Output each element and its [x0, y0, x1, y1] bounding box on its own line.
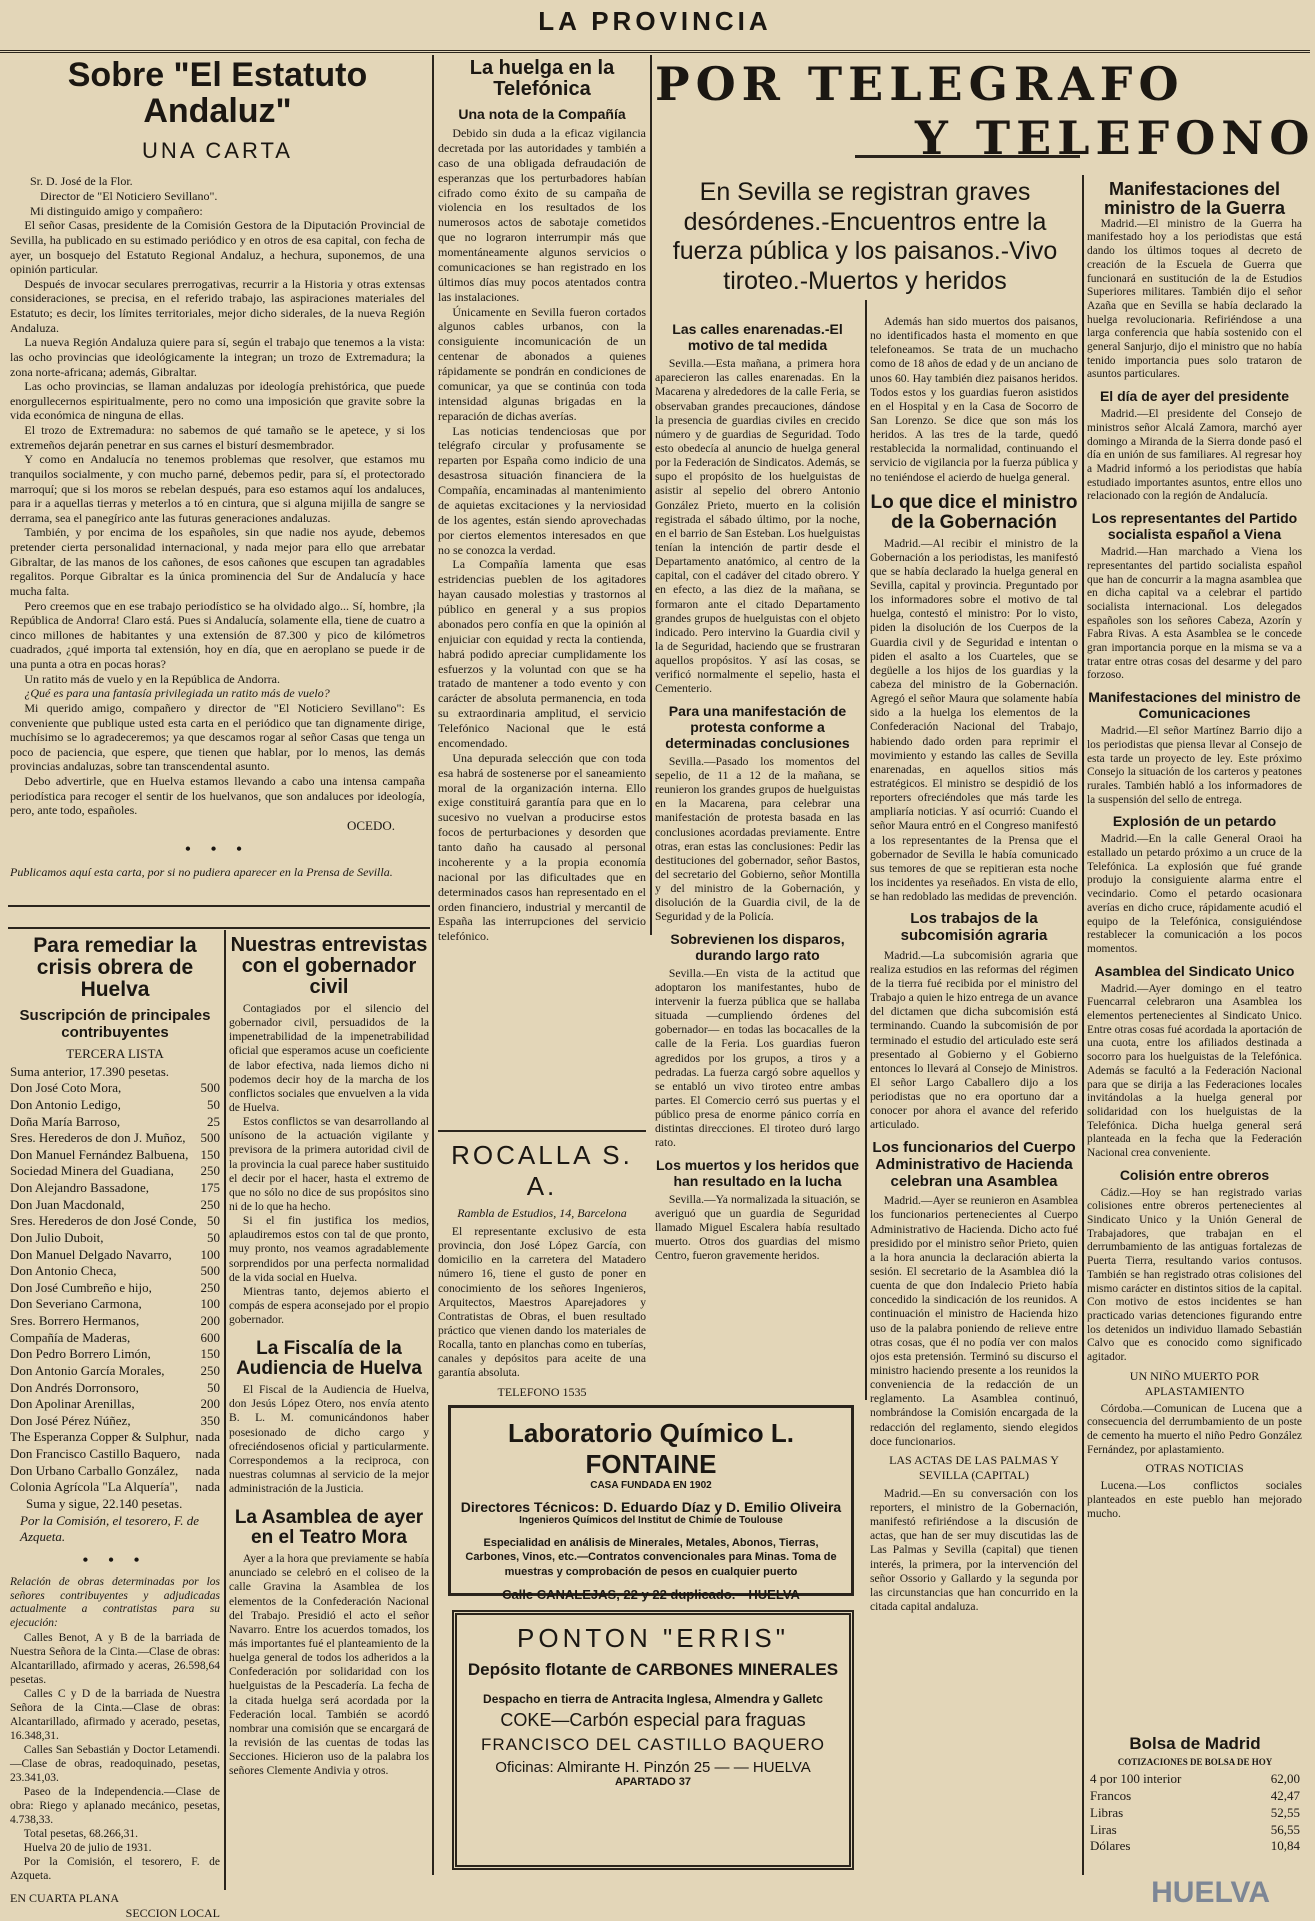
telegraph-banner: [655, 55, 1315, 175]
contributor-amount: nada: [195, 1429, 220, 1445]
bolsa-item: Liras: [1090, 1821, 1117, 1837]
fiscalia-headline: La Fiscalía de la Audiencia de Huelva: [236, 1338, 422, 1380]
bolsa-row: [1090, 1771, 1300, 1788]
paragraph: Sevilla.—Pasado los momentos del sepelio, de 11 a 12 de la mañana, se reunieron los grandes grupos de huelguistas en la Macarena, para celebrar una manifestación de protesta basada en las conclusiones acordadas previamente. Entre otras, eran estas las conclusiones: Pedir las destituciones del gobernador, señor Bastos, del secretario del Gobierno, señor Montilla y del ministro de la Gobernación, y disolución de la Guardia civil, de la de Seguridad y de la Policía.: [655, 754, 860, 924]
ad-text: El representante exclusivo de esta provincia, don José López García, con domicilio en la carretera del Matadero número 16, tiene el gusto de poner en conocimiento de los señores Ingenieros, Arquitectos, Maestros Aparejadores y Contratistas de Obras, el buen resultado práctico que vienen dando los materiales de Rocalla, tanto en planchas como en tuberías, canales y depósitos para aceite de una garantía absoluta.: [438, 1225, 646, 1380]
contributor-name: Don Apolinar Arenillas,: [10, 1396, 135, 1412]
signer: Por la Comisión, el tesorero, F. de Azqueta.: [20, 1512, 199, 1545]
bolsa-row: [1090, 1805, 1300, 1822]
contributor-name: Don José Cumbreño e hijo,: [10, 1279, 152, 1295]
contributor-row: [10, 1080, 220, 1097]
relacion-item: Por la Comisión, el tesorero, F. de Azqueta.: [10, 1856, 220, 1883]
contributor-name: Colonia Agrícola "La Alquería",: [10, 1479, 179, 1495]
contributor-row: [10, 1147, 220, 1164]
paragraph: ¿Qué es para una fantasía privilegiada un ratito más de vuelo?: [24, 686, 330, 701]
article-huelga-telefonica: [438, 57, 646, 944]
paragraph: Madrid.—El ministro de la Guerra ha manifestado hoy a los periodistas que está dando los últimos toques al decreto de creación de la Escuela de Guerra que funcionará en sustitución de la de Estudios Superiores militares. También dijo el señor Azaña que en Sevilla se había declarado la huelga revolucionaria. Refiriéndose a una larga conferencia que había sostenido con el general Sanjurjo, dijo el ministro que no había tenido importancia pues solo trataron de asuntos particulares.: [1087, 217, 1302, 381]
contributor-row: [10, 1463, 220, 1480]
contributor-row: [10, 1396, 220, 1413]
bolsa-value: 42,47: [1270, 1787, 1300, 1803]
contributor-name: Compañía de Maderas,: [10, 1329, 131, 1345]
paragraph: Después de invocar seculares prerrogativas, recurrir a la Historia y otras extensas consideraciones, se precisa, en el referido trabajo, las aspiraciones materiales del Estatuto; es decir, los límites territoriales, mejor dicho siderales, de la nueva Región Andaluza.: [10, 276, 425, 335]
paragraph: Pero creemos que en ese trabajo periodístico se ha olvidado algo... Sí, hombre, ¡la República de Andorra! Claro está. Pues si Andalucía, solamente ella, tiene de cuatro a cinco millones de habitantes y una extensión de 87.300 y pico de kilómetros cuadrados, ¿qué importa tal extensión, hoy en día, que en aeroplano se puede ir de una punta a otra en pocas horas?: [10, 598, 425, 672]
contributor-name: Don José Coto Mora,: [10, 1080, 122, 1096]
ad-line: Despacho en tierra de Antracita Inglesa, Almendra y Galletc: [483, 1692, 823, 1706]
contributor-amount: nada: [195, 1446, 220, 1462]
headline: Nuestras entrevistas con el gobernador civil: [230, 934, 428, 998]
contributor-amount: nada: [195, 1479, 220, 1495]
ad-directors: Directores Técnicos: D. Eduardo Díaz y D. Emilio Oliveira: [460, 1499, 842, 1515]
headline: UN NIÑO MUERTO POR APLASTAMIENTO: [1129, 1368, 1260, 1398]
column-rule: [432, 55, 434, 1875]
contributor-row: [10, 1263, 220, 1280]
paragraph: Debido sin duda a la eficaz vigilancia decretada por las autoridades y también a caso de una obligada defraudación de esperanzas que los perturbadores habían cifrado como éxito de su campaña de violencia en los resultados de los numerosos actos de sabotaje cometidos que no lograron interrumpir más que momentáneamente algunos servicios o comunicaciones se han registrado en los últimos días muy pocos atentados contra las instalaciones.: [438, 126, 646, 304]
ad-address: Calle CANALEJAS, 22 y 22 duplicado.—HUELVA: [502, 1586, 800, 1602]
contributor-amount: 250: [200, 1163, 220, 1179]
paragraph: La Compañía lamenta que esas estridencias pueblen de los agitadores hayan causado molestias y trastornos al público en general y a sus propios abonados pero confía en que la opinión al enjuiciar con equidad y recta la contienda, habrá podido apreciar cumplidamente los esfuerzos y la voluntad con que se ha tratado de mantener a todo evento y con carácter de absoluta permanencia, en toda su extraordinaria amplitud, el servicio Telefónico Nacional que le está encomendado.: [438, 557, 646, 750]
paragraph: Una depurada selección que con toda esa habrá de sostenerse por el saneamiento moral de la organización interna. Ello exige constituirá garantía para que en lo sucesivo no vuelvan a producirse estos focos de perturbaciones y desorden que tanto daño ha causado al personal incoherente y a la propia economía nacional por las dificultades que en determinados casos han representado en el orden financiero, industrial y mercantil de España las interrupciones del servicio telefónico.: [438, 750, 646, 944]
headline: La huelga en la Telefónica: [469, 57, 615, 100]
ad-ponton: [452, 1610, 854, 1870]
contributor-amount: nada: [195, 1462, 220, 1478]
paragraph: El señor Casas, presidente de la Comisión Gestora de la Diputación Provincial de Sevilla, ha publicado en su estimado periódico y en otros de esa capital, con fecha de ayer, un bosquejo del Estatuto Regional Andaluz, a hechura, suponemos, de una opinión particular.: [10, 218, 425, 277]
headline: Asamblea del Sindicato Unico: [1094, 962, 1295, 979]
relacion-item: Calles San Sebastián y Doctor Letamendi.—Clase de obras, readoquinado, pesetas, 23.341,03.: [10, 1744, 220, 1785]
bolsa-value: 10,84: [1270, 1838, 1300, 1854]
paragraph: Madrid.—Ayer domingo en el teatro Fuencarral celebraron una Asamblea los elementos pertenecientes al Sindicato Unico. Entre otras cosas fué acordada la aportación de una cuota, entre los afiliados destinada a socorro para los huelguistas de la Telefónica. Además se facultó a la Federación Nacional para que se dirija a las Federaciones locales invitándolas a la huelga general por solidaridad con los huelguistas de la Telefónica. Dicha huelga general será planteada en la fecha que la Federación Nacional crea conveniente.: [1087, 982, 1302, 1159]
section-rule: [8, 905, 430, 907]
contributor-name: Don José Pérez Núñez,: [10, 1412, 131, 1428]
contributor-row: [10, 1429, 220, 1446]
paragraph: También, y por encima de los españoles, sin que nadie nos ayude, debemos pretender cierta personalidad internacional, y nada mejor para ello que arrebatar Gibraltar, de las manos de los cañones, de esos cañones que escupen tan agradables regalitos. Porque Gibraltar es la única prominencia del Sur de Andalucía y hace mucha falta.: [10, 525, 425, 598]
ad-name: PONTON "ERRIS": [517, 1623, 789, 1653]
banner-rule: [855, 155, 1080, 158]
ad-founded: CASA FUNDADA EN 1902: [590, 1480, 712, 1491]
paragraph: Un ratito más de vuelo y en la República de Andorra.: [24, 671, 280, 686]
paragraph: Madrid.—Han marchado a Viena los representantes del partido socialista español que han de concurrir a la magna asamblea que en dicha capital va a celebrar el partido socialista internacional. Los delegados españoles son los señores Cabeza, Azorín y Fabra Rivas. A esta Asamblea se le concede gran importancia porque en la misma se va a tratar entre otras cosas del desarme y del paro forzoso.: [1087, 546, 1302, 682]
paragraph: Madrid.—La subcomisión agraria que realiza estudios en las reformas del régimen de la tierra fué recibida por el ministro del Trabajo a quien le hizo entrega de un avance del dictamen que dicha subcomisión está terminando. Cuando la subcomisión de por terminado el estudio del articulado este será presentado al Gobierno y el Gobierno entonces lo llevará al Consejo de Ministros. El señor Largo Caballero dijo a los periodistas que no era oportuno dar a conocer por ahora el avance del referido articulado.: [870, 948, 1078, 1132]
contributor-row: [10, 1230, 220, 1247]
contributor-row: [10, 1280, 220, 1297]
headline: El día de ayer del presidente: [1099, 388, 1290, 405]
ad-address: Rambla de Estudios, 14, Barcelona: [457, 1206, 627, 1220]
contributor-amount: 500: [200, 1130, 220, 1146]
headline: Explosión de un petardo: [1112, 813, 1277, 830]
contributor-amount: 250: [200, 1362, 220, 1378]
contributor-name: Don Manuel Fernández Balbuena,: [10, 1146, 189, 1162]
headline: Los trabajos de la subcomisión agraria: [900, 910, 1048, 945]
bolsa-row: [1090, 1788, 1300, 1805]
bolsa-row: [1090, 1838, 1300, 1855]
contributor-row: [10, 1363, 220, 1380]
contributor-amount: 500: [200, 1080, 220, 1096]
article-sevilla: [655, 315, 860, 1395]
contributor-name: Don Antonio García Morales,: [10, 1362, 165, 1378]
contributor-amount: 200: [200, 1396, 220, 1412]
bolsa-value: 52,55: [1270, 1804, 1300, 1820]
ad-phone: TELEFONO 1535: [497, 1384, 587, 1399]
ad-line: COKE—Carbón especial para fraguas: [500, 1710, 806, 1730]
contributor-row: [10, 1330, 220, 1347]
headline: Lo que dice el ministro de la Gobernación: [870, 491, 1078, 533]
paragraph: El Fiscal de la Audiencia de Huelva, don Jesús López Otero, nos envía atento B. L. M. comunicándonos haber posesionado de dicho cargo y ofreciéndosenos oficial y particularmente. Correspondemos a la reciproca, con nuestras columnas al servicio de la mejor administración de la Justicia.: [229, 1383, 429, 1496]
paragraph: Debo advertirle, que en Huelva estamos llevando a cabo una intensa campaña periodística para recoger el sentir de los huelvanos, que son andaluces por ideología, pero, ante todo, españoles.: [10, 774, 425, 818]
paragraph: Las ocho provincias, se llaman andaluzas por ideología prehistórica, que puede enorgullecernos espiritualmente, pero no como una imposición que gravite sobre la vida económica de ninguna de ellas.: [10, 379, 425, 423]
ad-subtitle: Depósito flotante de CARBONES MINERALES: [467, 1660, 839, 1679]
contributor-name: Don Urbano Carballo González,: [10, 1462, 179, 1478]
bolsa-row: [1090, 1822, 1300, 1839]
bolsa-rows: [1090, 1771, 1300, 1855]
ad-rocalla: [438, 1130, 646, 1399]
contributor-name: Don Manuel Delgado Navarro,: [10, 1246, 172, 1262]
contributor-name: Don Antonio Ledigo,: [10, 1096, 121, 1112]
contributor-row: [10, 1247, 220, 1264]
contributor-name: Don Julio Duboit,: [10, 1229, 104, 1245]
contributor-row: [10, 1213, 220, 1230]
contributor-amount: 250: [200, 1279, 220, 1295]
paragraph: Además han sido muertos dos paisanos, no identificados hasta el momento en que telefoneamos. Se trata de un muchacho como de 18 años de edad y de un anciano de unos 60. Hay también diez paisanos heridos. Todos estos y los guardias fueron asistidos en el Hospital y en la Casa de Socorro de San Lorenzo. Se dice que son más los heridos. A las tres de la tarde, quedó restablecida la normalidad, continuando el servicio de vigilancia por la fuerza pública y no teniéndose el acierdo de huelga general.: [870, 315, 1078, 484]
contributor-amount: 500: [200, 1263, 220, 1279]
bolsa-item: 4 por 100 interior: [1090, 1770, 1182, 1786]
subheadline: Las calles enarenadas.-El motivo de tal medida: [672, 321, 843, 354]
bolsa-item: Francos: [1090, 1787, 1132, 1803]
salutation: Director de "El Noticiero Sevillano".: [40, 189, 218, 204]
main-headline: [655, 178, 1075, 298]
contributor-row: [10, 1296, 220, 1313]
subheadline: Los muertos y los heridos que han resultado en la lucha: [655, 1156, 860, 1189]
contributor-row: [10, 1114, 220, 1131]
banner-line-1: POR TELEGRAFO: [655, 57, 1185, 111]
bolsa-subtitle: COTIZACIONES DE BOLSA DE HOY: [1117, 1756, 1273, 1767]
bolsa-value: 56,55: [1270, 1821, 1300, 1837]
contributor-amount: 200: [200, 1313, 220, 1329]
contributor-row: [10, 1180, 220, 1197]
contributor-amount: 50: [207, 1096, 220, 1112]
contributor-amount: 150: [200, 1146, 220, 1162]
contributor-name: Don Antonio Checa,: [10, 1263, 117, 1279]
bolsa-item: Libras: [1090, 1804, 1124, 1820]
total: Suma y sigue, 22.140 pesetas.: [26, 1495, 183, 1511]
ad-subtitle: Ingenieros Químicos del Institut de Chimie de Toulouse: [519, 1515, 783, 1526]
ad-name: ROCALLA S. A.: [451, 1140, 633, 1201]
separator: • • •: [185, 840, 250, 858]
masthead: [0, 0, 1310, 53]
subheadline: UNA CARTA: [142, 138, 293, 164]
contributor-name: Sres. Herederos de don José Conde,: [10, 1213, 197, 1229]
signature: OCEDO.: [346, 817, 395, 833]
bolsa-value: 62,00: [1270, 1770, 1300, 1786]
paragraph: Madrid.—El señor Martínez Barrio dijo a los periodistas que piensa llevar al Consejo de esta tarde un proyecto de ley. Este próximo Consejo la situación de los carteros y peatones rurales. También habló a los informadores de la suspensión del sello de entrega.: [1087, 725, 1302, 806]
ad-line: APARTADO 37: [615, 1776, 691, 1788]
article-gobernacion: [870, 315, 1078, 1613]
paragraph: Y como en Andalucía no tenemos problemas que resolver, que estamos mu tranquilos socialmente, y con mucho parné, debemos pedir, para sí, el protectorado marroquí; que si los moros se rebelan después, para eso estamos aquí los andaluces, para ir a aquellas tierras y meterlos a tó en cintura, que si alguna mijilla de sangre se derrama, sea el panegírico ante las futuras generaciones andaluzas.: [10, 452, 425, 525]
paragraph: Madrid.—Al recibir el ministro de la Gobernación a los periodistas, les manifestó que se había declarado la huelga general en Sevilla, capital y provincia. Preguntado por los informadores sobre el motivo de tal huelga, contestó el ministro: Por lo visto, piden la disolución de los Cuerpos de la Guardia civil y de Seguridad e intentan o piden el asalto a los Cuarteles, que se degüelle a los hijos de los guardias y la cabeza del ministro de la Gobernación. Agregó el señor Maura que solamente había sido a la huelga los elementos de la Confederación Nacional del Trabajo, habiendo dado orden para reprimir el movimiento y estando las calles de Sevilla enarenadas, en aquellos sitios más estratégicos. El ministro se despidió de los reporters ofreciéndoles que más tarde les ampliaría noticias. Y así ocurrió: Cuando el señor Maura entró en el Congreso manifestó a los representantes de la Prensa que el gobernador de Sevilla le había comunicado sus temores de que se repitieran esta noche los incidentes ya reseñados. En vista de ello, se han redoblado las medidas de prevención.: [870, 536, 1078, 904]
column-madrid-news: [1087, 180, 1302, 1600]
paragraph: Contagiados por el silencio del gobernador civil, persuadidos de la impenetrabilidad de la impenetrabilidad oficial que esperamos acuse un coeficiente de labor efectiva, nada liemos dicho ni podemos decir hoy de la marcha de los conflictos sociales que envuelven a la vida de Huelva.: [229, 1002, 429, 1114]
paragraph: Madrid.—Ayer se reunieron en Asamblea los funcionarios pertenecientes al Cuerpo Administrativo de Hacienda. Dicho acto fué presidido por el ministro señor Prieto, quien a la hora anuncia la declaración abierta la sesión. El secretario de la Asamblea dió la cuenta de que don Indalecio Prieto había concedido la sindicación de los reunidos. A continuación el ministro de Hacienda hizo uso de la palabra poniendo de relieve entre otras cosas, que él no podía ver con malos ojos esta pretensión. Terminó su discurso el ministro haciendo presente a los reunidos la conveniencia de la redacción de un reglamento. La Asamblea continuó, nombrándose la Comisión encargada de la redacción del reglamento, siendo elegidos doce funcionarios.: [870, 1194, 1078, 1448]
headline: Los funcionarios del Cuerpo Administrativo de Hacienda celebran una Asamblea: [872, 1138, 1076, 1191]
contributor-amount: 175: [200, 1180, 220, 1196]
ad-line: Oficinas: Almirante H. Pinzón 25 — — HUELVA: [495, 1759, 811, 1776]
contributor-row: [10, 1446, 220, 1463]
ad-laboratorio: [448, 1405, 854, 1602]
contributor-name: Don Severiano Carmona,: [10, 1296, 142, 1312]
column-rule: [865, 300, 867, 1400]
bolsa-item: Dólares: [1090, 1838, 1131, 1854]
column-rule: [1082, 175, 1084, 1875]
subheadline: Para una manifestación de protesta conforme a determinadas conclusiones: [665, 702, 850, 751]
subheadline: Una nota de la Compañía: [458, 106, 626, 122]
bolsa-table: [1090, 1735, 1300, 1895]
contributor-row: [10, 1380, 220, 1397]
contributor-amount: 50: [207, 1379, 220, 1395]
headline: Manifestaciones del ministro de la Guerra: [1103, 179, 1286, 218]
paragraph: Madrid.—En su conversación con los reporters, el ministro de la Gobernación, manifestó refiriéndose a la discusión de actas, que han de ser muy discutidas las de Las Palmas y Sevilla (capital) que tienen interés, la primera, por la intervención del señor Ossorio y Gallardo y la segunda por las circunstancias que han concurrido en la citada capital andaluza.: [870, 1486, 1078, 1613]
contributor-amount: 350: [200, 1412, 220, 1428]
paragraph: Ayer a la hora que previamente se había anunciado se celebró en el coliseo de la calle Gravina la Asamblea de los elementos de la Confederación Nacional del Trabajo. Presidió el acto el señor Navarro. Entre los acuerdos tomados, los más importantes fué el planteamiento de la huelga general de todos los adheridos a la Confederación por solidaridad con los huelguistas de la Pescadería. La fecha de la citada huelga será acordada por la Federación local. También se acordó nombrar una comisión que se encargará de la revisión de las cuentas de todas las Secciones. Hicieron uso de la palabra los señores Clemente Andivia y otros.: [229, 1552, 429, 1778]
paragraph: El trozo de Extremadura: no sabemos de qué tamaño se le apetece, y si los extremeños dejarán penetrar en sus carnes el bisturí desmembrador.: [10, 423, 425, 452]
continuation-section: SECCION LOCAL: [125, 1906, 220, 1921]
continuation-note: EN CUARTA PLANA: [10, 1891, 119, 1906]
banner-line-2: Y TELEFONO: [915, 111, 1315, 165]
subheadline: Sobrevienen los disparos, durando largo rato: [670, 930, 845, 963]
contributor-row: [10, 1313, 220, 1330]
paragraph: Cádiz.—Hoy se han registrado varias colisiones entre obreros pertenecientes al Sindicato Unico y la Unión General de Trabajadores, que trabajan en el derrumbamiento de las antiguas fortalezas de Puerta Tierra, resultando varios contusos. También se han registrado otras colisiones del mismo carácter en distintos sitios de la capital. Con motivo de estos incidentes se han practicado varias detenciones figurando entre los detenidos un individuo llamado Sebastián Calvo que es conocido como significado agitador.: [1087, 1186, 1302, 1363]
section-rule: [438, 1130, 646, 1132]
contributor-name: Sres. Borrero Hermanos,: [10, 1313, 140, 1329]
archive-stamp: HUELVA: [1151, 1876, 1270, 1909]
paragraph: Si el fin justifica los medios, aplaudiremos estos con tal de que pronto, muy pronto, nos veamos agradablemente sorprendidos por una perfecta normalidad de la vida social en Huelva.: [229, 1214, 429, 1284]
asamblea-headline: La Asamblea de ayer en el Teatro Mora: [234, 1507, 424, 1549]
contributor-name: Don Juan Macdonald,: [10, 1196, 125, 1212]
paragraph: Lucena.—Los conflictos sociales planteados en este pueblo han mejorado mucho.: [1087, 1480, 1302, 1520]
column-rule: [224, 930, 226, 1890]
paragraph: Sevilla.—Ya normalizada la situación, se averiguó que un guardia de Seguridad llamado Miguel Escalera había resultado muerto. Otros dos guardias del mismo Centro, fueron gravemente heridos.: [655, 1192, 860, 1263]
footnote: Publicamos aquí esta carta, por si no pudiera aparecer en la Prensa de Sevilla.: [10, 865, 393, 880]
contributor-amount: 150: [200, 1346, 220, 1362]
contributor-name: Sociedad Minera del Guadiana,: [10, 1163, 174, 1179]
bolsa-title: Bolsa de Madrid: [1129, 1734, 1261, 1753]
headline: Colisión entre obreros: [1119, 1166, 1270, 1183]
headline: Para remediar la crisis obrera de Huelva: [33, 934, 197, 1002]
headline: Manifestaciones del ministro de Comunicaciones: [1088, 689, 1301, 722]
article-estatuto: [10, 58, 425, 903]
relacion-item: Paseo de la Independencia.—Clase de obra: Riego y aplanado mecánico, pesetas, 4.738,33.: [10, 1786, 220, 1827]
contributor-row: [10, 1346, 220, 1363]
headline: Sobre "El Estatuto Andaluz": [67, 56, 368, 130]
article-crisis-obrera: [10, 934, 220, 1921]
ad-specialty: Especialidad en análisis de Minerales, Metales, Abonos, Tierras, Carbones, Vinos, etc.—Contratos convencionales para Minas. Toma de muestras y comprobación de pesos en cualquier puerto: [465, 1537, 837, 1578]
paragraph: Mi querido amigo, compañero y director de "El Noticiero Sevillano": Es conveniente que publique usted esta carta en el periódico que tan dignamente dirige, muchísimo se lo agradeceremos; ya que descamos rogar al señor Casas que tenga un poco de paciencia, que espere, que tienen que hablar, por lo menos, las demás provincias andaluzas, sobre tan transcendental asunto.: [10, 700, 425, 774]
paragraph: Únicamente en Sevilla fueron cortados algunos cables urbanos, con la consiguiente incomunicación de un centenar de abonados a quienes rápidamente se pondrán en condiciones de comunicar, ya que se continúa con toda intensidad algunas brigadas en la reparación de dichas averías.: [438, 304, 646, 423]
relacion-title: Relación de obras determinadas por los señores contribuyentes y adjudicadas actualmente a contratistas para su ejecución:: [10, 1575, 220, 1630]
list-title: TERCERA LISTA: [66, 1045, 164, 1061]
relacion-item: Calles C y D de la barriada de Nuestra Señora de la Cinta.—Clase de obras: Alcantarillado, afirmado y acerado, pesetas, 16.348,31.: [10, 1688, 220, 1743]
contributor-name: The Esperanza Copper & Sulphur,: [10, 1429, 189, 1445]
contributor-row: [10, 1479, 220, 1496]
headline: En Sevilla se registran graves desórdenes.-Encuentros entre la fuerza pública y los paisanos.-Vivo tiroteo.-Muertos y heridos: [672, 178, 1058, 295]
contributor-name: Don Alejandro Bassadone,: [10, 1180, 150, 1196]
contributor-amount: 25: [207, 1113, 220, 1129]
headline: Los representantes del Partido socialista español a Viena: [1091, 509, 1298, 543]
subheadline: Suscripción de principales contribuyentes: [19, 1007, 211, 1042]
contributor-amount: 600: [200, 1329, 220, 1345]
separator: • • •: [82, 1551, 148, 1569]
contributor-amount: 50: [207, 1213, 220, 1229]
salutation: Mi distinguido amigo y compañero:: [30, 203, 203, 218]
paragraph: Sevilla.—En vista de la actitud que adoptaron los manifestantes, hubo de intervenir la fuerza pública que se hallaba situada —cumpliendo órdenes del gobernador— en todas las bocacalles de la calle de la Feria. Los guardias fueron agredidos por los grupos, a tiros y a pedradas. La fuerza cargó sobre aquellos y se entabló un vivo tiroteo entre ambas partes. El Comercio cerró sus puertas y el público presa de enorme pánico corría en distintas direcciones. El tiroteo duró largo rato.: [655, 966, 860, 1150]
headline: OTRAS NOTICIAS: [1145, 1461, 1244, 1476]
contributor-amount: 100: [200, 1296, 220, 1312]
paragraph: Mientras tanto, dejemos abierto el compás de espera aconsejado por el propio gobernador.: [229, 1284, 429, 1327]
relacion-item: Calles Benot, A y B de la barriada de Nuestra Señora de la Cinta.—Clase de obras: Alcantarillado, afirmado y aceras, 26.598,64 pesetas.: [10, 1631, 220, 1686]
relacion-item: Huelva 20 de julio de 1931.: [23, 1842, 152, 1855]
column-rule: [650, 55, 652, 935]
contributor-row: [10, 1064, 220, 1081]
contributor-row: [10, 1097, 220, 1114]
paragraph: Madrid.—El presidente del Consejo de ministros señor Alcalá Zamora, marchó ayer domingo a Miranda de la Sierra donde pasó el día en unión de sus familiares. Al regresar hoy a Madrid informó a los periodistas que había estudiado importantes asuntos, entre ellos uno relacionado con la región de Andalucía.: [1087, 408, 1302, 503]
headline: LAS ACTAS DE LAS PALMAS Y SEVILLA (CAPITAL): [889, 1452, 1059, 1482]
article-entrevistas: [229, 935, 429, 1895]
ad-name: Laboratorio Químico L. FONTAINE: [507, 1418, 794, 1479]
relacion-list: [10, 1631, 220, 1883]
section-rule: [8, 927, 430, 929]
contributor-amount: 100: [200, 1246, 220, 1262]
relacion-item: Total pesetas, 68.266,31.: [23, 1828, 138, 1841]
contributor-name: Sres. Herederos de don J. Muñoz,: [10, 1130, 186, 1146]
paragraph: Estos conflictos se van desarrollando al unísono de la actuación vigilante y previsora de la primera autoridad civil de la provincia la cual parece haber sustituido el decir por el hacer, hasta el extremo de que no sólo no dice de sus propósitos sino ni de lo que ha hecho.: [229, 1115, 429, 1213]
contributor-row: [10, 1163, 220, 1180]
salutation: Sr. D. José de la Flor.: [30, 174, 133, 189]
contributor-name: Suma anterior, 17.390 pesetas.: [10, 1063, 170, 1079]
contributor-name: Doña María Barroso,: [10, 1113, 121, 1129]
contributor-name: Don Pedro Borrero Limón,: [10, 1346, 151, 1362]
contributor-row: [10, 1197, 220, 1214]
contributor-amount: 250: [200, 1196, 220, 1212]
newspaper-title: LA PROVINCIA: [538, 6, 772, 36]
contributor-amount: 50: [207, 1229, 220, 1245]
contributor-list: [10, 1064, 220, 1496]
paragraph: Las noticias tendenciosas que por telégrafo circular y profusamente se reparten por España como indicio de una desastrosa situación financiera de la Compañía, encaminadas al mantenimiento de aquietas excitaciones y la nerviosidad de los agentes, están siendo aprovechadas por ciertos elementos interesados en que no se conozca la verdad.: [438, 423, 646, 557]
paragraph: Córdoba.—Comunican de Lucena que a consecuencia del derrumbamiento de un poste de cemento ha muerto el niño Pedro González Fernández, por aplastamiento.: [1087, 1402, 1302, 1456]
paragraph: Sevilla.—Esta mañana, a primera hora aparecieron las calles enarenadas. En la Macarena y alrededores de la calle Feria, se observaban grandes precauciones, dándose la presencia de guardias civiles en crecido número y de guardias de Seguridad. Todo esto obedecía al anuncio de huelga general por la Federación de Sindicatos. Además, se supo el propósito de los huelguistas de asistir al sepelio del obrero Antonio González Prieto, muerto en la colisión registrada el sábado último, por la noche, en el barrio de San Esteban. Los huelguistas tenían la intención de partir desde el Departamento anatómico, al centro de la capital, con el cadáver del citado obrero. Y en efecto, a las diez de la mañana, se formaron ante el citado Departamento grandes grupos de huelguistas con el objeto indicado. Pero intervino la Guardia civil y la de Seguridad, haciendo que se frustraran aquellos propósitos. Y así las cosas, se verificó normalmente el sepelio, hasta el Cementerio.: [655, 357, 860, 696]
paragraph: Madrid.—En la calle General Oraoi ha estallado un petardo próximo a un cruce de la Telefónica. La explosión que fué grande produjo la consiguiente alarma entre el vecindario. Como el petardo ocasionara averías en dicho cruce, rápidamente acudió el equipo de la Telefónica, consiguiéndose restablecer la comunicación a los pocos momentos.: [1087, 833, 1302, 955]
ad-line: FRANCISCO DEL CASTILLO BAQUERO: [481, 1735, 825, 1754]
contributor-row: [10, 1413, 220, 1430]
paragraph: La nueva Región Andaluza quiere para sí, según el trabajo que tenemos a la vista: las ocho provincias que ideológicamente la integran; un trozo de Extremadura; la zona norte-africana; además, Gibraltar.: [10, 335, 425, 379]
contributor-name: Don Francisco Castillo Baquero,: [10, 1446, 181, 1462]
contributor-name: Don Andrés Dorronsoro,: [10, 1379, 139, 1395]
contributor-row: [10, 1130, 220, 1147]
